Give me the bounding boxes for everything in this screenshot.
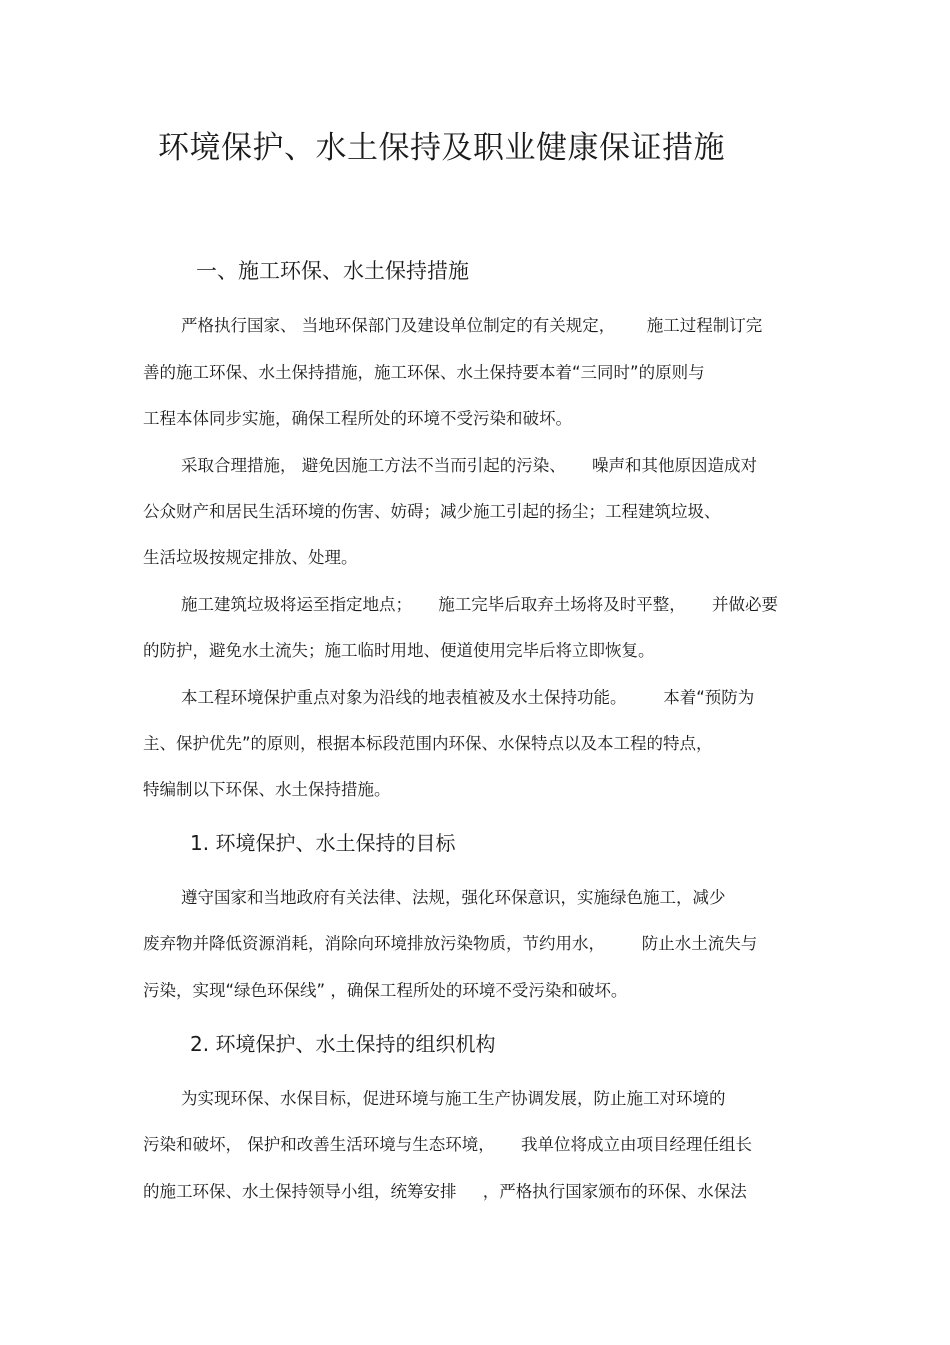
paragraph-line: 施工建筑垃圾将运至指定地点； 施工完毕后取弃土场将及时平整， 并做必要	[181, 595, 778, 614]
paragraph-line: 严格执行国家、 当地环保部门及建设单位制定的有关规定， 施工过程制订完	[181, 316, 763, 335]
paragraph-line: 的防护，避免水土流失；施工临时用地、便道使用完毕后将立即恢复。	[143, 641, 655, 660]
paragraph-line: 污染，实现“绿色环保线” ，确保工程所处的环境不受污染和破坏。	[143, 981, 628, 1000]
paragraph-line: 的施工环保、水土保持领导小组，统筹安排 ，严格执行国家颁布的环保、水保法	[143, 1182, 747, 1201]
subheading-organization: 2. 环境保护、水土保持的组织机构	[190, 1032, 496, 1056]
paragraph-line: 遵守国家和当地政府有关法律、法规，强化环保意识，实施绿色施工，减少	[181, 888, 726, 907]
paragraph-line: 主、保护优先”的原则，根据本标段范围内环保、水保特点以及本工程的特点，	[143, 734, 713, 753]
document-title: 环境保护、水土保持及职业健康保证措施	[158, 130, 725, 166]
section-heading-construction-environmental: 一、施工环保、水土保持措施	[196, 259, 469, 283]
paragraph-line: 污染和破坏， 保护和改善生活环境与生态环境， 我单位将成立由项目经理任组长	[143, 1135, 752, 1154]
paragraph-line: 公众财产和居民生活环境的伤害、妨碍；减少施工引起的扬尘；工程建筑垃圾、	[143, 502, 721, 521]
paragraph-line: 为实现环保、水保目标，促进环境与施工生产协调发展，防止施工对环境的	[181, 1089, 726, 1108]
paragraph-line: 特编制以下环保、水土保持措施。	[143, 780, 391, 799]
paragraph-line: 废弃物并降低资源消耗，消除向环境排放污染物质，节约用水， 防止水土流失与	[143, 934, 758, 953]
paragraph-line: 本工程环境保护重点对象为沿线的地表植被及水土保持功能。 本着“预防为	[181, 688, 755, 707]
paragraph-line: 生活垃圾按规定排放、处理。	[143, 548, 358, 567]
paragraph-line: 工程本体同步实施，确保工程所处的环境不受污染和破坏。	[143, 409, 572, 428]
paragraph-line: 采取合理措施， 避免因施工方法不当而引起的污染、 噪声和其他原因造成对	[181, 456, 757, 475]
paragraph-line: 善的施工环保、水土保持措施，施工环保、水土保持要本着“三同时”的原则与	[143, 363, 705, 382]
subheading-goals: 1. 环境保护、水土保持的目标	[190, 831, 456, 855]
